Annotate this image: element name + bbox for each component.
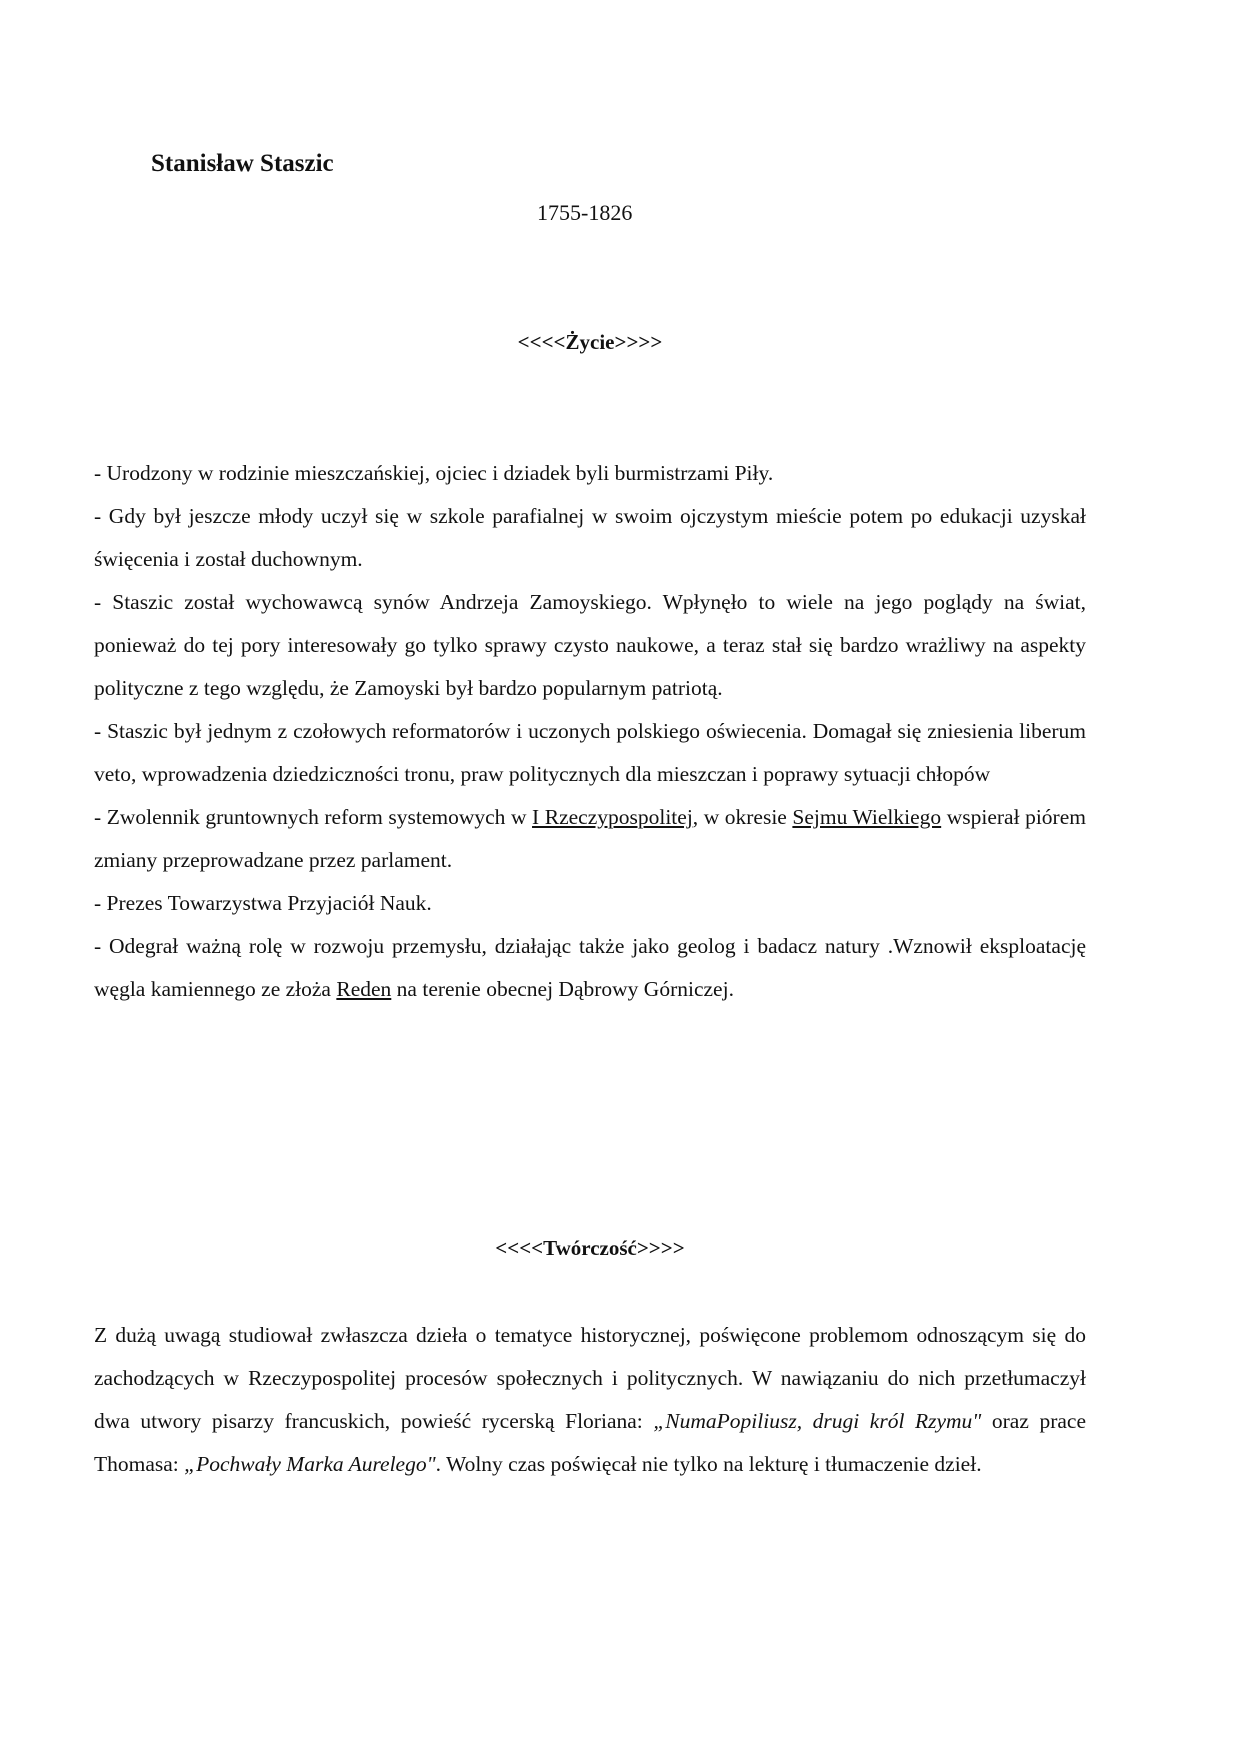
text-run: - Staszic był jednym z czołowych reformatorów i uczonych polskiego oświecenia. Domagał się zniesienia liberum veto, wprowadzenia dziedziczności tronu, praw politycznych dla mieszczan i poprawy sytuacji chłopów	[94, 719, 1086, 786]
text-run: - Urodzony w rodzinie mieszczańskiej, ojciec i dziadek byli burmistrzami Piły.	[94, 461, 774, 485]
text-run: - Staszic został wychowawcą synów Andrzeja Zamoyskiego. Wpłynęło to wiele na jego poglądy na świat, ponieważ do tej pory interesowały go tylko sprawy czysto naukowe, a teraz stał się bardzo wrażliwy na aspekty polityczne z tego względu, że Zamoyski był bardzo popularnym patriotą.	[94, 590, 1086, 700]
work-title: „Pochwały Marka Aurelego"	[184, 1452, 436, 1476]
text-run: - Gdy był jeszcze młody uczył się w szkole parafialnej w swoim ojczystym mieście potem po edukacji uzyskał święcenia i został duchownym.	[94, 504, 1086, 571]
document-title: Stanisław Staszic	[151, 150, 334, 177]
text-run: wspierał piórem zmiany przeprowadzane przez parlament.	[94, 805, 1086, 872]
text-run: na terenie obecnej Dąbrowy Górniczej.	[391, 977, 734, 1001]
bullet-item	[94, 925, 1086, 1011]
bullet-item	[94, 581, 1086, 710]
wiki-link[interactable]: Sejmu Wielkiego	[792, 805, 942, 829]
text-run: - Zwolennik gruntownych reform systemowych w	[94, 805, 533, 829]
bullet-item	[94, 882, 1086, 925]
bullet-item	[94, 796, 1086, 882]
paragraph	[94, 1314, 1086, 1486]
life-dates: 1755-1826	[537, 200, 633, 225]
section-body-tworczosc	[94, 1314, 1086, 1486]
text-run: . Wolny czas poświęcał nie tylko na lekturę i tłumaczenie dzieł.	[435, 1452, 982, 1476]
section-body-zycie	[94, 452, 1086, 1011]
text-run: Z dużą uwagą studiował zwłaszcza dzieła o tematyce historycznej, poświęcone problemom odnoszącym się do zachodzących w Rzeczypospolitej procesów społecznych i politycznych. W nawiązaniu do nich przetłumaczył dwa utwory pisarzy francuskich, powieść rycerską Floriana:	[94, 1323, 1086, 1433]
text-run: - Odegrał ważną rolę w rozwoju przemysłu, działając także jako geolog i badacz natury .Wznowił eksploatację węgla kamiennego ze złoża	[94, 934, 1086, 1001]
wiki-link[interactable]: I Rzeczypospolitej	[532, 805, 693, 829]
text-run: - Prezes Towarzystwa Przyjaciół Nauk.	[94, 891, 432, 915]
bullet-item	[94, 452, 1086, 495]
text-run: oraz prace Thomasa:	[94, 1409, 1086, 1476]
wiki-link[interactable]: Reden	[336, 977, 392, 1001]
work-title: „NumaPopiliusz, drugi król Rzymu"	[653, 1409, 982, 1433]
bullet-item	[94, 495, 1086, 581]
section-heading-tworczosc: <<<<Twórczość>>>>	[495, 1236, 685, 1260]
section-heading-zycie: <<<<Życie>>>>	[517, 330, 663, 354]
text-run: , w okresie	[692, 805, 793, 829]
bullet-item	[94, 710, 1086, 796]
